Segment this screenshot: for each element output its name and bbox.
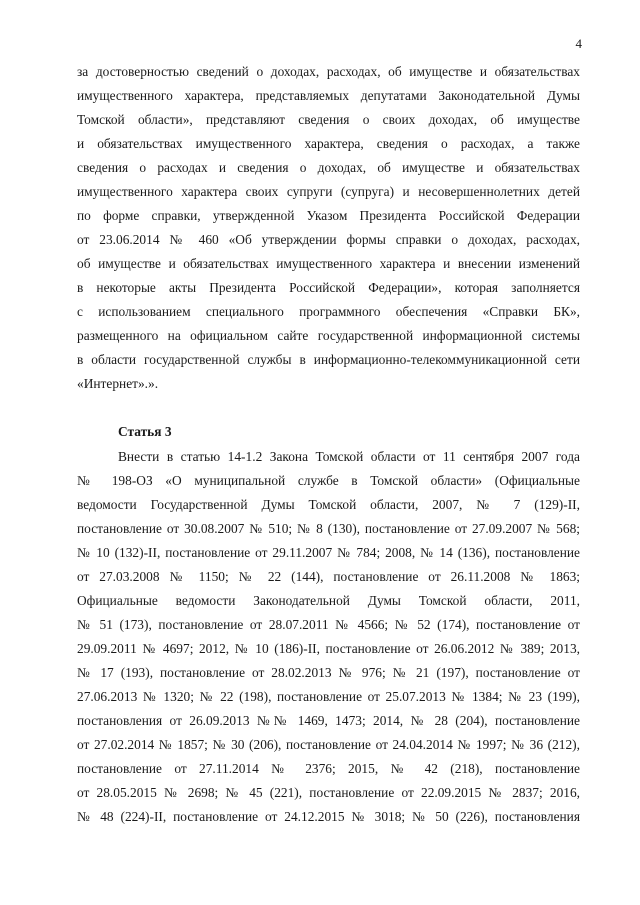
text-line: 27.06.2013 № 1320; № 22 (198), постановление от 25.07.2013 № 1384; № 23 (199), bbox=[77, 689, 580, 704]
text-line: постановление от 30.08.2007 № 510; № 8 (130), постановление от 27.09.2007 № 568; bbox=[77, 521, 580, 536]
text-line: постановление от 27.11.2014 № 2376; 2015, № 42 (218), постановление bbox=[77, 761, 580, 776]
text-line: по форме справки, утвержденной Указом Президента Российской Федерации bbox=[77, 208, 580, 223]
text-line: Официальные ведомости Законодательной Думы Томской области, 2011, bbox=[77, 593, 580, 608]
text-line: № 51 (173), постановление от 28.07.2011 № 4566; № 52 (174), постановление от bbox=[77, 617, 580, 632]
text-line: 29.09.2011 № 4697; 2012, № 10 (186)-II, постановление от 26.06.2012 № 389; 2013, bbox=[77, 641, 580, 656]
text-line: с использованием специального программного обеспечения «Справки БК», bbox=[77, 304, 580, 319]
page-number: 4 bbox=[575, 36, 582, 51]
text-line: от 28.05.2015 № 2698; № 45 (221), постановление от 22.09.2015 № 2837; 2016, bbox=[77, 785, 580, 800]
text-line: № 17 (193), постановление от 28.02.2013 № 976; № 21 (197), постановление от bbox=[77, 665, 580, 680]
text-line: № 10 (132)-II, постановление от 29.11.2007 № 784; 2008, № 14 (136), постановление bbox=[77, 545, 580, 560]
text-line: имущественного характера, представляемых депутатами Законодательной Думы bbox=[77, 88, 580, 103]
text-line: за достоверностью сведений о доходах, расходах, об имуществе и обязательствах bbox=[77, 64, 580, 79]
text-line: от 27.03.2008 № 1150; № 22 (144), постановление от 26.11.2008 № 1863; bbox=[77, 569, 580, 584]
text-line: и обязательствах имущественного характера, сведения о расходах, а также bbox=[77, 136, 580, 151]
text-line: постановления от 26.09.2013 №№ 1469, 1473; 2014, № 28 (204), постановление bbox=[77, 713, 580, 728]
text-line: об имуществе и обязательствах имущественного характера и внесении изменений bbox=[77, 256, 580, 271]
text-line: размещенного на официальном сайте государственной информационной системы bbox=[77, 328, 580, 343]
text-line: Внести в статью 14-1.2 Закона Томской области от 11 сентября 2007 года bbox=[118, 449, 580, 464]
text-line: от 23.06.2014 № 460 «Об утверждении формы справки о доходах, расходах, bbox=[77, 232, 580, 247]
text-line: имущественного характера своих супруги (супруга) и несовершеннолетних детей bbox=[77, 184, 580, 199]
article-heading: Статья 3 bbox=[118, 424, 172, 439]
text-line: Томской области», представляют сведения о своих доходах, об имуществе bbox=[77, 112, 580, 127]
text-line: в области государственной службы в информационно-телекоммуникационной сети bbox=[77, 352, 580, 367]
text-line: «Интернет».». bbox=[77, 376, 159, 391]
text-line: ведомости Государственной Думы Томской области, 2007, № 7 (129)-II, bbox=[77, 497, 580, 512]
text-line: в некоторые акты Президента Российской Федерации», которая заполняется bbox=[77, 280, 580, 295]
text-line: № 48 (224)-II, постановление от 24.12.2015 № 3018; № 50 (226), постановления bbox=[77, 809, 580, 824]
text-line: от 27.02.2014 № 1857; № 30 (206), постановление от 24.04.2014 № 1997; № 36 (212), bbox=[77, 737, 580, 752]
text-line: сведения о расходах и сведения о доходах, об имуществе и обязательствах bbox=[77, 160, 580, 175]
text-line: № 198-ОЗ «О муниципальной службе в Томской области» (Официальные bbox=[77, 473, 580, 488]
